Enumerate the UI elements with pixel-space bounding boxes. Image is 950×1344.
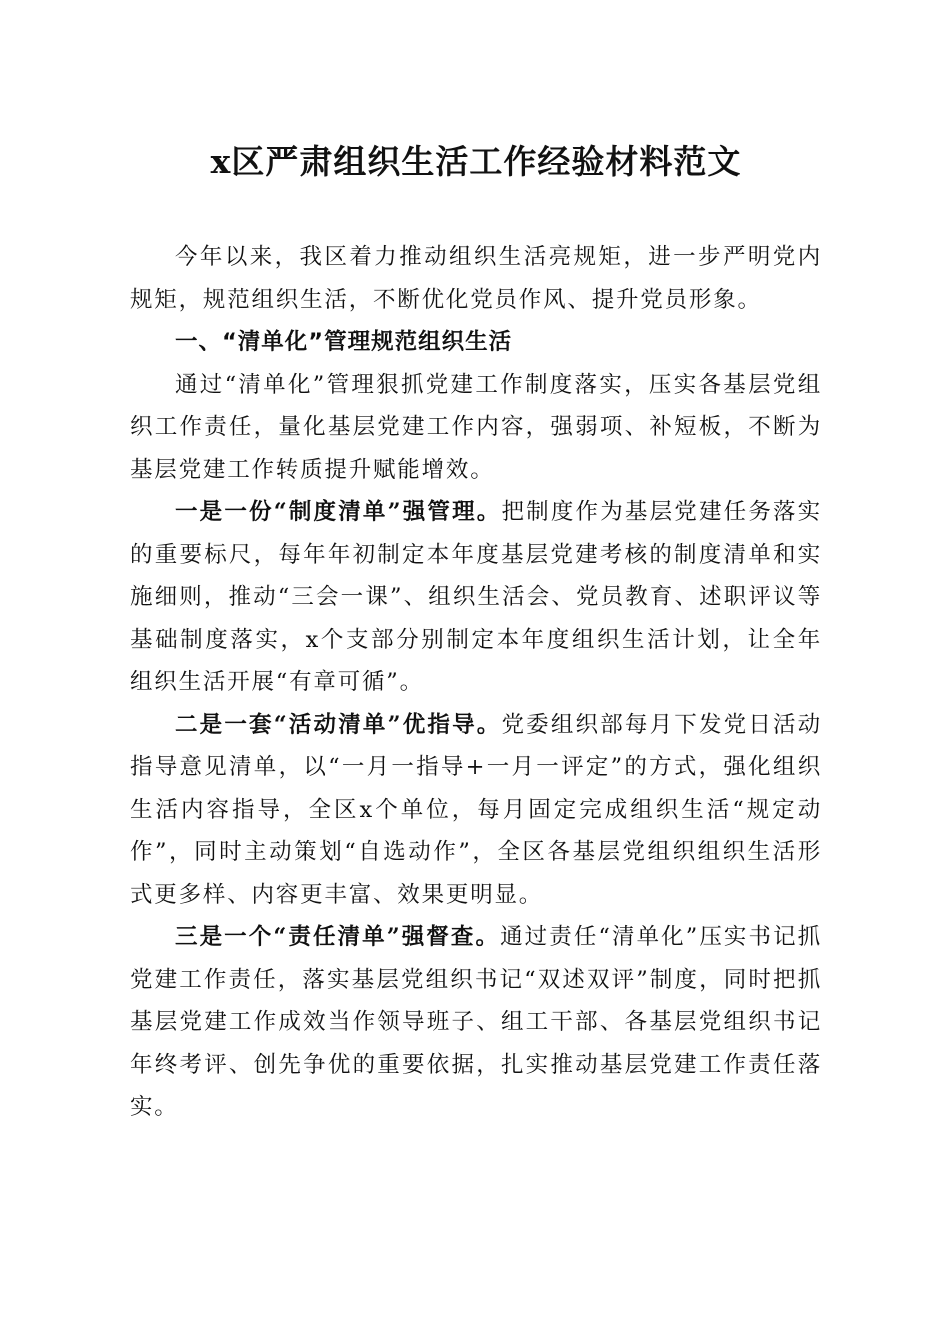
item-text-1: 把制度作为基层党建任务落实的重要标尺，每年年初制定本年度基层党建考核的制度清单和实施细则，推动“三会一课”、组织生活会、党员教育、述职评议等基础制度落实，x个支部分别制定本年度组织生活计划，让全年组织生活开展“有章可循”。: [130, 499, 822, 695]
document-title: x区严肃组织生活工作经验材料范文: [210, 142, 742, 181]
item-paragraph-2: [130, 704, 822, 917]
item-paragraph-3: [130, 916, 822, 1129]
intro-paragraph: 今年以来，我区着力推动组织生活亮规矩，进一步严明党内规矩，规范组织生活，不断优化党员作风、提升党员形象。: [130, 244, 822, 313]
item-lead-3: 三是一个“责任清单”强督查。: [175, 924, 501, 950]
item-paragraph-1: [130, 491, 822, 704]
item-lead-1: 一是一份“制度清单”强管理。: [175, 499, 502, 525]
item-lead-2: 二是一套“活动清单”优指导。: [175, 711, 502, 738]
section-body-paragraph: 通过“清单化”管理狠抓党建工作制度落实，压实各基层党组织工作责任，量化基层党建工作内容，强弱项、补短板，不断为基层党建工作转质提升赋能增效。: [130, 371, 822, 483]
item-text-3: 通过责任“清单化”压实书记抓党建工作责任，落实基层党组织书记“双述双评”制度，同时把抓基层党建工作成效当作领导班子、组工干部、各基层党组织书记年终考评、创先争优的重要依据，扎实推动基层党建工作责任落实。: [130, 924, 822, 1120]
section-heading: 一、“清单化”管理规范组织生活: [175, 329, 513, 355]
item-text-2: 党委组织部每月下发党日活动指导意见清单，以“一月一指导+一月一评定”的方式，强化组织生活内容指导，全区x个单位，每月固定完成组织生活“规定动作”，同时主动策划“自选动作”，全区各基层党组织组织生活形式更多样、内容更丰富、效果更明显。: [130, 711, 822, 908]
